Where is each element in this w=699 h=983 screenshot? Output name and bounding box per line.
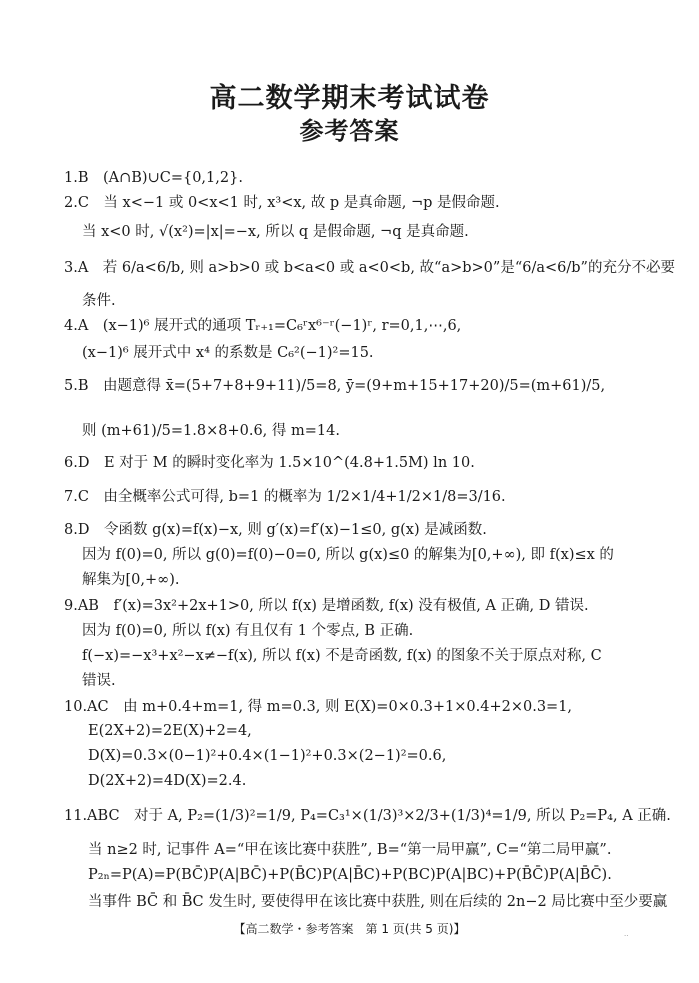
page-footer: 【高二数学・参考答案 第 1 页(共 5 页)】 [233,922,466,936]
document-subtitle: 参考答案 [299,117,400,145]
answer-line: 9.AB f′(x)=3x²+2x+1>0, 所以 f(x) 是增函数, f(x) 没有极值, A 正确, D 错误. [64,598,589,614]
answer-line: 当 x<0 时, √(x²)=|x|=−x, 所以 q 是假命题, ¬q 是真命题. [82,224,469,240]
answer-line: 6.D E 对于 M 的瞬时变化率为 1.5×10^(4.8+1.5M) ln 10. [64,455,475,471]
answer-line: 5.B 由题意得 x̄=(5+7+8+9+11)/5=8, ȳ=(9+m+15+17+20)/5=(m+61)/5, [64,378,606,394]
answer-line: f(−x)=−x³+x²−x≠−f(x), 所以 f(x) 不是奇函数, f(x) 的图象不关于原点对称, C [82,648,602,664]
answer-line: 因为 f(0)=0, 所以 f(x) 有且仅有 1 个零点, B 正确. [82,623,414,639]
answer-line: 1.B (A∩B)∪C={0,1,2}. [64,170,243,186]
answer-line: 7.C 由全概率公式可得, b=1 的概率为 1/2×1/4+1/2×1/8=3/16. [64,489,506,505]
answer-line: 错误. [82,673,116,689]
answer-line: 条件. [82,293,116,309]
answer-line: 4.A (x−1)⁶ 展开式的通项 Tᵣ₊₁=C₆ʳx⁶⁻ʳ(−1)ʳ, r=0,1,⋯,6, [64,318,462,334]
answer-line: 因为 f(0)=0, 所以 g(0)=f(0)−0=0, 所以 g(x)≤0 的解集为[0,+∞), 即 f(x)≤x 的 [82,547,614,563]
answer-line: 2.C 当 x<−1 或 0<x<1 时, x³<x, 故 p 是真命题, ¬p 是假命题. [64,195,500,211]
answer-line: 8.D 令函数 g(x)=f(x)−x, 则 g′(x)=f′(x)−1≤0, g(x) 是减函数. [64,522,487,538]
answer-line: 10.AC 由 m+0.4+m=1, 得 m=0.3, 则 E(X)=0×0.3+1×0.4+2×0.3=1, [64,699,573,715]
answer-line: 当事件 BC̄ 和 B̄C 发生时, 要使得甲在该比赛中获胜, 则在后续的 2n−2 局比赛中至少要赢 [88,894,668,910]
answer-line: 则 (m+61)/5=1.8×8+0.6, 得 m=14. [82,423,340,439]
answer-line: D(X)=0.3×(0−1)²+0.4×(1−1)²+0.3×(2−1)²=0.6, [88,748,447,764]
answer-line: 当 n≥2 时, 记事件 A=“甲在该比赛中获胜”, B=“第一局甲赢”, C=“第二局甲赢”. [88,842,612,858]
answer-line: 3.A 若 6/a<6/b, 则 a>b>0 或 b<a<0 或 a<0<b, 故“a>b>0”是“6/a<6/b”的充分不必要 [64,260,675,276]
answer-line: D(2X+2)=4D(X)=2.4. [88,773,247,789]
answer-line: E(2X+2)=2E(X)+2=4, [88,723,252,739]
answer-line: P₂ₙ=P(A)=P(BC̄)P(A|BC̄)+P(B̄C)P(A|B̄C)+P(BC)P(A|BC)+P(B̄C̄)P(A|B̄C̄). [88,867,612,883]
answer-line: (x−1)⁶ 展开式中 x⁴ 的系数是 C₆²(−1)²=15. [82,345,374,361]
document-title: 高二数学期末考试试卷 [209,83,490,114]
answer-line: 解集为[0,+∞). [82,572,180,588]
corner-mark: ·· [624,932,629,940]
answer-line: 11.ABC 对于 A, P₂=(1/3)²=1/9, P₄=C₃¹×(1/3)³×2/3+(1/3)⁴=1/9, 所以 P₂=P₄, A 正确. [64,808,671,824]
